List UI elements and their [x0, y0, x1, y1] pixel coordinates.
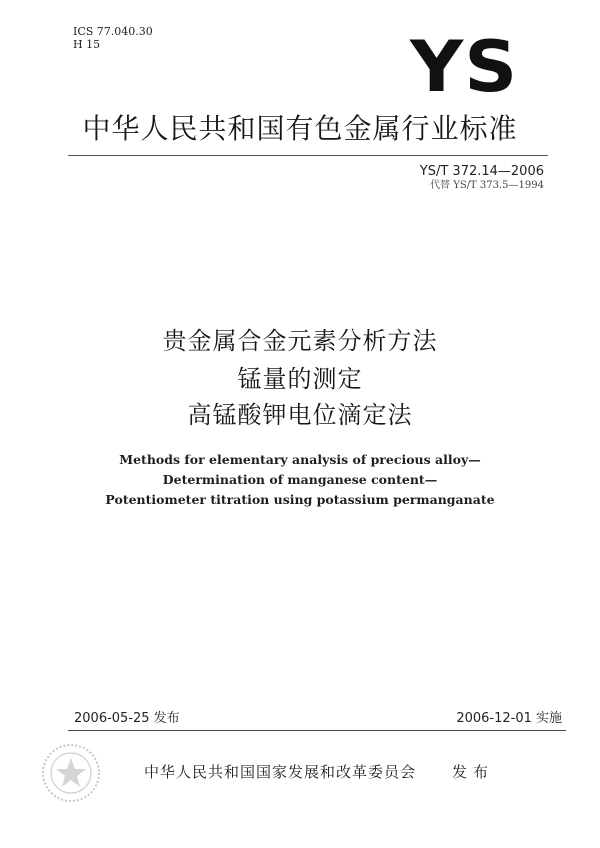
standard-category-title: 中华人民共和国有色金属行业标准 [82, 112, 518, 145]
ys-logo: YS [410, 26, 519, 108]
footer-divider [68, 730, 566, 731]
chinese-title-line-2: 锰量的测定 [237, 365, 363, 393]
seal-stamp-icon [40, 742, 102, 804]
chinese-title-line-3: 高锰酸钾电位滴定法 [187, 401, 413, 429]
ccs-code: H 15 [73, 38, 101, 51]
chinese-title-line-1: 贵金属合金元素分析方法 [162, 327, 438, 355]
replaces-standard: 代替 YS/T 373.5—1994 [430, 180, 544, 191]
english-title-line-1: Methods for elementary analysis of precious alloy— [119, 452, 481, 467]
english-title-line-3: Potentiometer titration using potassium permanganate [105, 492, 495, 507]
english-title-line-2: Determination of manganese content— [162, 472, 438, 487]
implementation-date: 2006-12-01 实施 [456, 711, 562, 726]
ics-code: ICS 77.040.30 [73, 25, 153, 38]
publish-label: 发布 [452, 763, 495, 781]
issuer-name: 中华人民共和国国家发展和改革委员会 [144, 763, 417, 781]
header-divider [68, 155, 548, 156]
issue-date: 2006-05-25 发布 [74, 711, 180, 726]
standard-number: YS/T 372.14—2006 [419, 164, 544, 179]
